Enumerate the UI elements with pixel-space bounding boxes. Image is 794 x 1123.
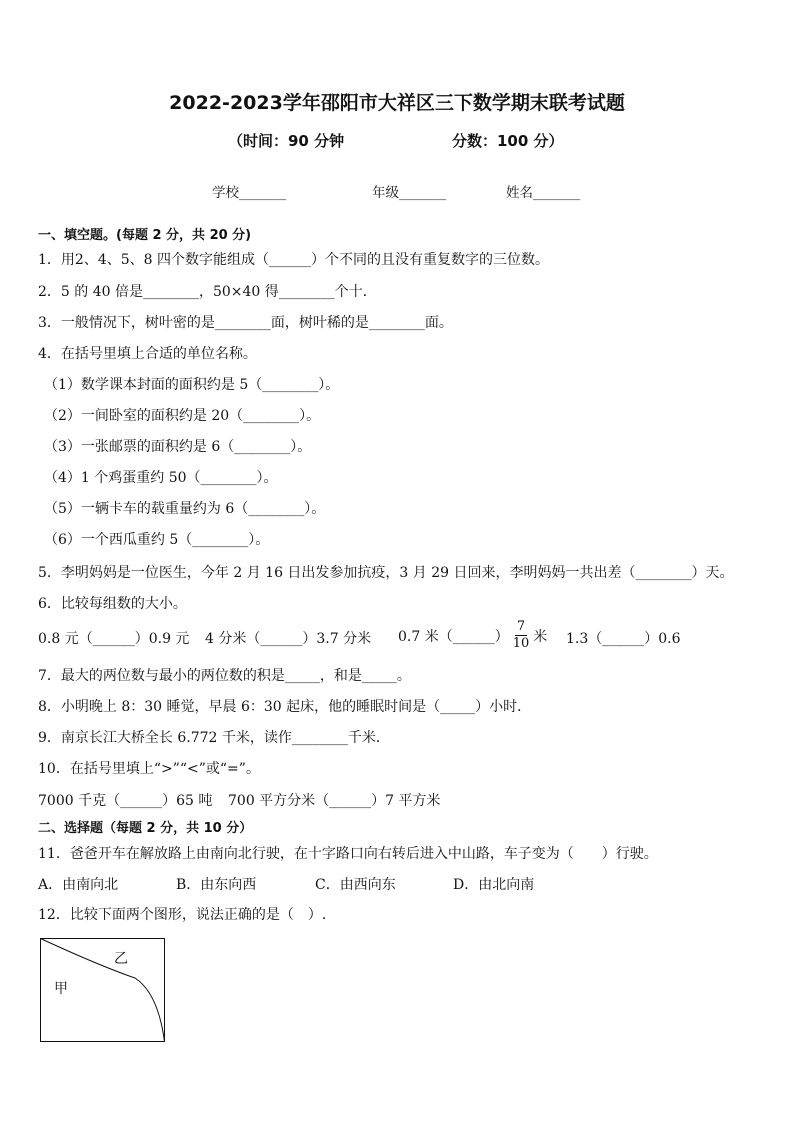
question-4-item-1: （1）数学课本封面的面积约是 5（________）。 xyxy=(44,377,340,393)
exam-time: （时间：90 分钟 xyxy=(228,132,345,150)
section-fill-in-heading: 一、填空题。(每题 2 分，共 20 分) xyxy=(38,228,252,243)
fraction-numerator: 7 xyxy=(516,619,526,634)
fraction xyxy=(511,619,532,652)
question-12: 12．比较下面两个图形，说法正确的是（ ）. xyxy=(38,907,327,923)
question-8: 8．小明晚上 8：30 睡觉，早晨 6：30 起床，他的睡眠时间是（_____）小时． xyxy=(38,699,532,715)
question-6-item-d: 1.3（______）0.6 xyxy=(566,631,681,647)
question-5: 5．李明妈妈是一位医生，今年 2 月 16 日出发参加抗疫，3 月 29 日回来，李明妈妈一共出差（________）天。 xyxy=(38,565,734,581)
option-c[interactable]: C．由西向东 xyxy=(315,877,396,893)
question-10-item-b: 700 平方分米（______）7 平方米 xyxy=(228,793,441,809)
question-4-item-6: （6）一个西瓜重约 5（________）。 xyxy=(44,532,270,548)
exam-score: 分数：100 分） xyxy=(452,132,564,150)
question-10-item-a: 7000 千克（______）65 吨 xyxy=(38,793,213,809)
school-field[interactable]: 学校_______ xyxy=(212,185,287,201)
shape-comparison-figure xyxy=(40,938,166,1042)
question-6-item-c xyxy=(398,619,547,652)
region-jia-label: 甲 xyxy=(54,981,68,997)
question-3: 3．一般情况下，树叶密的是________面，树叶稀的是________面。 xyxy=(38,315,453,331)
section-choice-heading: 二、选择题（每题 2 分，共 10 分） xyxy=(38,821,253,836)
question-6-item-a: 0.8 元（______）0.9 元 xyxy=(38,631,190,647)
option-b[interactable]: B．由东向西 xyxy=(176,877,257,893)
question-6-item-c-left: 0.7 米（______） xyxy=(398,628,509,645)
grade-field[interactable]: 年级_______ xyxy=(372,185,447,201)
question-4-item-3: （3）一张邮票的面积约是 6（________）。 xyxy=(44,439,312,455)
question-9: 9．南京长江大桥全长 6.772 千米，读作________千米． xyxy=(38,730,390,746)
option-d[interactable]: D．由北向南 xyxy=(453,877,535,893)
question-6-item-b: 4 分米（______）3.7 分米 xyxy=(205,631,372,647)
question-7: 7．最大的两位数与最小的两位数的积是_____，和是_____。 xyxy=(38,668,411,684)
region-yi-label: 乙 xyxy=(114,951,128,967)
question-1: 1．用2、4、5、8 四个数字能组成（______）个不同的且没有重复数字的三位数。 xyxy=(38,252,549,268)
question-4-item-4: （4）1 个鸡蛋重约 50（________）。 xyxy=(44,470,278,486)
fraction-denominator: 10 xyxy=(512,636,530,651)
name-field[interactable]: 姓名_______ xyxy=(506,185,581,201)
question-6: 6．比较每组数的大小。 xyxy=(38,596,187,612)
option-a[interactable]: A．由南向北 xyxy=(38,877,119,893)
question-10: 10．在括号里填上“>”“<”或“=”。 xyxy=(38,761,260,777)
question-6-item-c-unit: 米 xyxy=(533,628,548,645)
question-4-item-5: （5）一辆卡车的载重量约为 6（________）。 xyxy=(44,501,326,517)
question-4: 4．在括号里填上合适的单位名称。 xyxy=(38,346,257,362)
question-2: 2．5 的 40 倍是________，50×40 得________个十． xyxy=(38,284,377,300)
page-title: 2022-2023学年邵阳市大祥区三下数学期末联考试题 xyxy=(169,92,625,114)
question-4-item-2: （2）一间卧室的面积约是 20（________）。 xyxy=(44,408,321,424)
question-11: 11．爸爸开车在解放路上由南向北行驶，在十字路口向右转后进入中山路，车子变为（ ）行驶。 xyxy=(38,846,658,862)
